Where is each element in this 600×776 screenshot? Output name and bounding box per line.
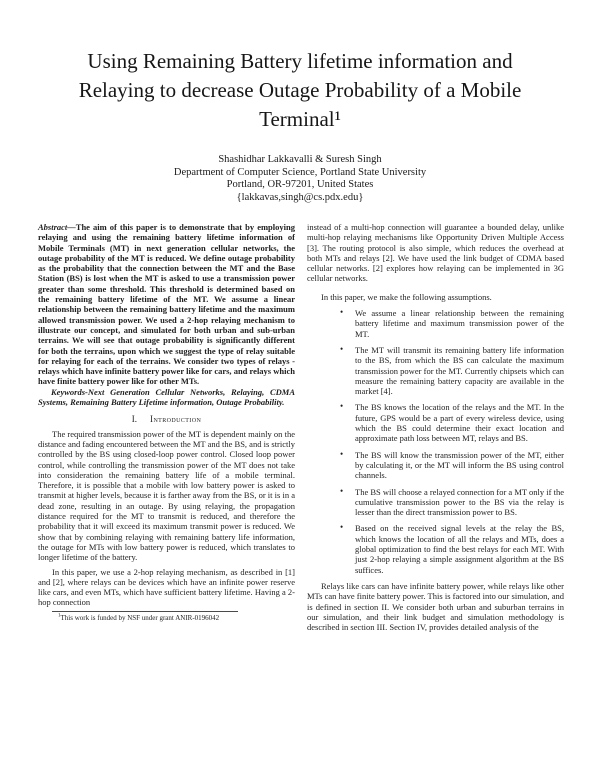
bullet-icon: • (340, 522, 344, 533)
title-line-2: Relaying to decrease Outage Probability of a Mobile (78, 78, 522, 102)
abstract-text: The aim of this paper is to demonstrate that by employing relaying and using the remaining battery lifetime information of Mobile Terminals (MT) in next generation cellular networks, the outage probability of the MT is reduced. We define outage probability as the probability that the connection between the MT and the Base Station (BS) is lost when the MT is asked to use a transmission power greater than some threshold. This threshold is determined based on the remaining battery lifetime of the MT. We assume a linear relationship between the remaining battery lifetime and the maximum allowed transmission power. We used a 2-hop relaying mechanism to illustrate our concept, and simulated for both urban and sub-urban terrains. We will see that outage probability is significantly different for both the terrains, upon which we suggest the type of relay suitable for relaying for each of the terrains. We consider two types of relays - relays which have infinite battery power like for cars, and relays which have finite battery power like for other MTs. (38, 222, 295, 387)
list-item (307, 402, 564, 443)
paper-page (0, 47, 600, 776)
bullet-text: We assume a linear relationship between the remaining battery lifetime and maximum transmission power of the MT. (355, 308, 564, 339)
two-column-body (38, 222, 564, 632)
paper-title (30, 47, 570, 134)
bullet-icon: • (340, 307, 344, 318)
list-item (307, 308, 564, 339)
list-item (307, 523, 564, 574)
bullet-icon: • (340, 448, 344, 459)
assumptions-list (307, 308, 564, 575)
footnote-divider (52, 611, 238, 612)
assumptions-intro: In this paper, we make the following assumptions. (321, 291, 492, 302)
author-affiliation: Department of Computer Science, Portland State University (173, 166, 427, 178)
keywords-paragraph: Keywords-Next Generation Cellular Networks, Relaying, CDMA Systems, Remaining Battery Lifetime information, Outage Probability. (38, 386, 295, 408)
bullet-text: The MT will transmit its remaining battery life information to the BS, from which the BS can calculate the maximum transmission power for the MT. Currently chipsets which can measure the remaining battery capacity are available in the market [4]. (355, 344, 564, 397)
bullet-text: The BS will choose a relayed connection for a MT only if the cumulative transmission power to the BS via the relay is lesser than the direct transmission power to BS. (355, 486, 564, 518)
footnote-block (38, 611, 295, 623)
closing-paragraph: Relays like cars can have infinite battery power, while relays like other MTs can have finite battery power. This is factored into our simulation, and is defined in section II. We consider both urban and suburban terrains in our simulation, and their link budget and simulation methodology is described in section III. Section IV, provides detailed analysis of the (307, 580, 564, 633)
footnote (58, 614, 295, 623)
intro-paragraph-1: The required transmission power of the MT is dependent mainly on the distance and fading encountered between the MT and the BS, and is strictly controlled by the BS using closed-loop power control. Closed loop power control, while controlling the transmission power of the MT does not take into consideration the remaining battery life of a mobile terminal. Therefore, it is possible that a mobile with low battery power is asked to transmit at higher levels, because it is farther away from the BS, or it is in a dead zone, resulting in an outage. By using relaying, the propagation distance required for the MT to transmit is reduced, and therefore the probability that it will exceed its maximum transmit power is reduced. We show that by combining relaying with remaining battery life information, the outage for MTs with low battery power is reduced, which translates to longer lifetime of the battery. (38, 428, 295, 563)
footnote-text: This work is funded by NSF under grant ANIR-0196042 (60, 613, 220, 622)
intro-paragraph-2: In this paper, we use a 2-hop relaying mechanism, as described in [1] and [2], where relays can be devices which have an infinite power reserve like cars, and even MTs, which have sufficient battery lifetime. Having a 2-hop connection (38, 566, 295, 608)
bullet-text: The BS will know the transmission power of the MT, either by calculating it, or the MT will inform the BS using control channels. (355, 449, 564, 481)
section-title: Introduction (150, 414, 202, 425)
author-email: {lakkavas,singh@cs.pdx.edu} (236, 191, 364, 203)
footnote-marker: 1 (58, 613, 61, 619)
bullet-icon: • (340, 343, 344, 354)
list-item (307, 487, 564, 518)
bullet-text: Based on the received signal levels at the relay the BS, which knows the location of all the relays and MTs, does a global optimization to find the best relays for each MT. With just 2-hop relaying a simple assignment algorithm at the BS suffices. (355, 523, 564, 575)
title-line-3: Terminal¹ (259, 107, 341, 131)
list-item (307, 450, 564, 481)
list-item (307, 345, 564, 396)
author-address: Portland, OR-97201, United States (226, 179, 374, 190)
section-number: I. (131, 414, 138, 425)
continuation-paragraph: instead of a multi-hop connection will guarantee a bounded delay, unlike multi-hop relaying mechanisms like Opportunity Driven Multiple Access [3]. The routing protocol is also simple, which reduces the overhead at both MTs and relays [2]. We have used the link budget of CDMA based cellular networks. [2] explores how relaying can be implemented in 3G cellular networks. (307, 222, 564, 284)
abstract-label: Abstract— (38, 222, 76, 232)
bullet-icon: • (340, 485, 344, 496)
left-column (38, 222, 295, 632)
abstract-paragraph (38, 222, 295, 387)
bullet-text: The BS knows the location of the relays and the MT. In the future, GPS would be a part of every wireless device, using which the BS could determine their exact location and approximate path loss between MT, relays and BS. (355, 402, 564, 444)
author-block (0, 154, 600, 204)
title-line-1: Using Remaining Battery lifetime information and (87, 49, 513, 73)
author-names: Shashidhar Lakkavalli & Suresh Singh (218, 154, 382, 165)
bullet-icon: • (340, 401, 344, 412)
section-heading-introduction (38, 414, 295, 424)
right-column (307, 222, 564, 632)
